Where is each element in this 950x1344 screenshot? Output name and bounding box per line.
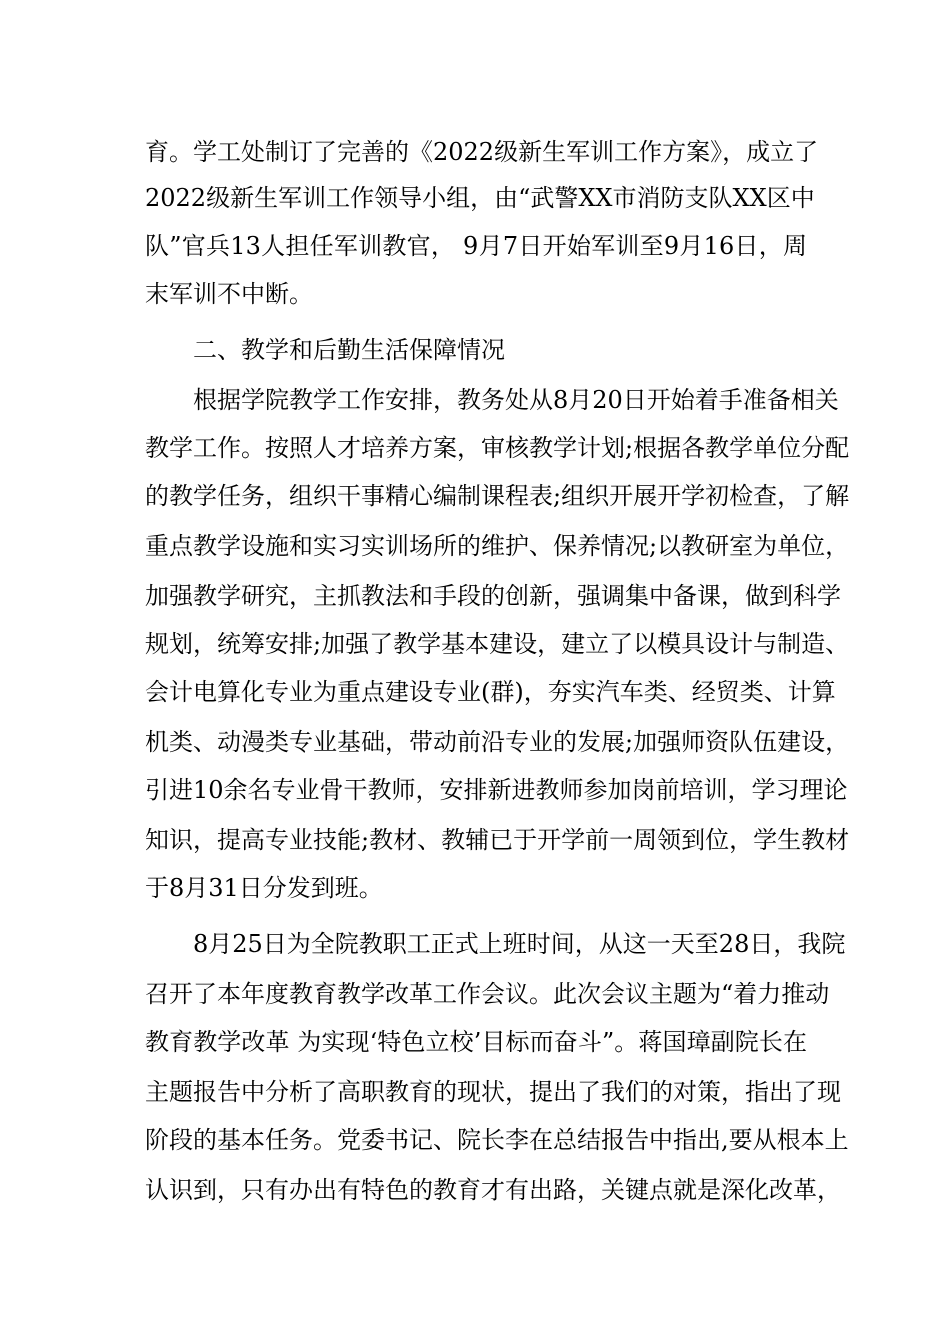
text-line-18: 召开了本年度教育教学改革工作会议。此次会议主题为“着力推动 <box>145 980 830 1008</box>
text-line-3: 队”官兵13人担任军训教官， 9月7日开始军训至9月16日，周 <box>145 232 807 260</box>
text-line-12: 会计电算化专业为重点建设专业(群)，夯实汽车类、经贸类、计算 <box>145 678 836 706</box>
text-line-7: 教学工作。按照人才培养方案，审核教学计划;根据各教学单位分配 <box>145 434 850 462</box>
text-line-21: 阶段的基本任务。党委书记、院长李在总结报告中指出,要从根本上 <box>145 1126 849 1154</box>
text-line-9: 重点教学设施和实习实训场所的维护、保养情况;以教研室为单位， <box>145 532 850 560</box>
text-line-10: 加强教学研究，主抓教法和手段的创新，强调集中备课，做到科学 <box>145 582 841 610</box>
text-line-14: 引进10余名专业骨干教师，安排新进教师参加岗前培训，学习理论 <box>145 776 848 804</box>
text-line-1: 育。学工处制订了完善的《2022级新生军训工作方案》，成立了 <box>145 138 819 166</box>
text-line-4: 末军训不中断。 <box>145 280 313 308</box>
text-line-17: 8月25日为全院教职工正式上班时间，从这一天至28日，我院 <box>193 930 846 958</box>
text-line-19: 教育教学改革 为实现‘特色立校’目标而奋斗”。蒋国璋副院长在 <box>145 1028 807 1056</box>
text-line-22: 认识到，只有办出有特色的教育才有出路，关键点就是深化改革， <box>145 1176 841 1204</box>
text-line-20: 主题报告中分析了高职教育的现状，提出了我们的对策，指出了现 <box>145 1078 841 1106</box>
section-heading: 二、教学和后勤生活保障情况 <box>193 336 505 364</box>
text-line-16: 于8月31日分发到班。 <box>145 874 383 902</box>
text-line-2: 2022级新生军训工作领导小组，由“武警XX市消防支队XX区中 <box>145 184 815 212</box>
text-line-6: 根据学院教学工作安排，教务处从8月20日开始着手准备相关 <box>193 386 839 414</box>
text-line-11: 规划，统筹安排;加强了教学基本建设，建立了以模具设计与制造、 <box>145 630 850 658</box>
text-line-13: 机类、动漫类专业基础，带动前沿专业的发展;加强师资队伍建设， <box>145 728 850 756</box>
text-line-15: 知识，提高专业技能;教材、教辅已于开学前一周领到位，学生教材 <box>145 826 850 854</box>
text-line-8: 的教学任务，组织干事精心编制课程表;组织开展开学初检查，了解 <box>145 482 850 510</box>
